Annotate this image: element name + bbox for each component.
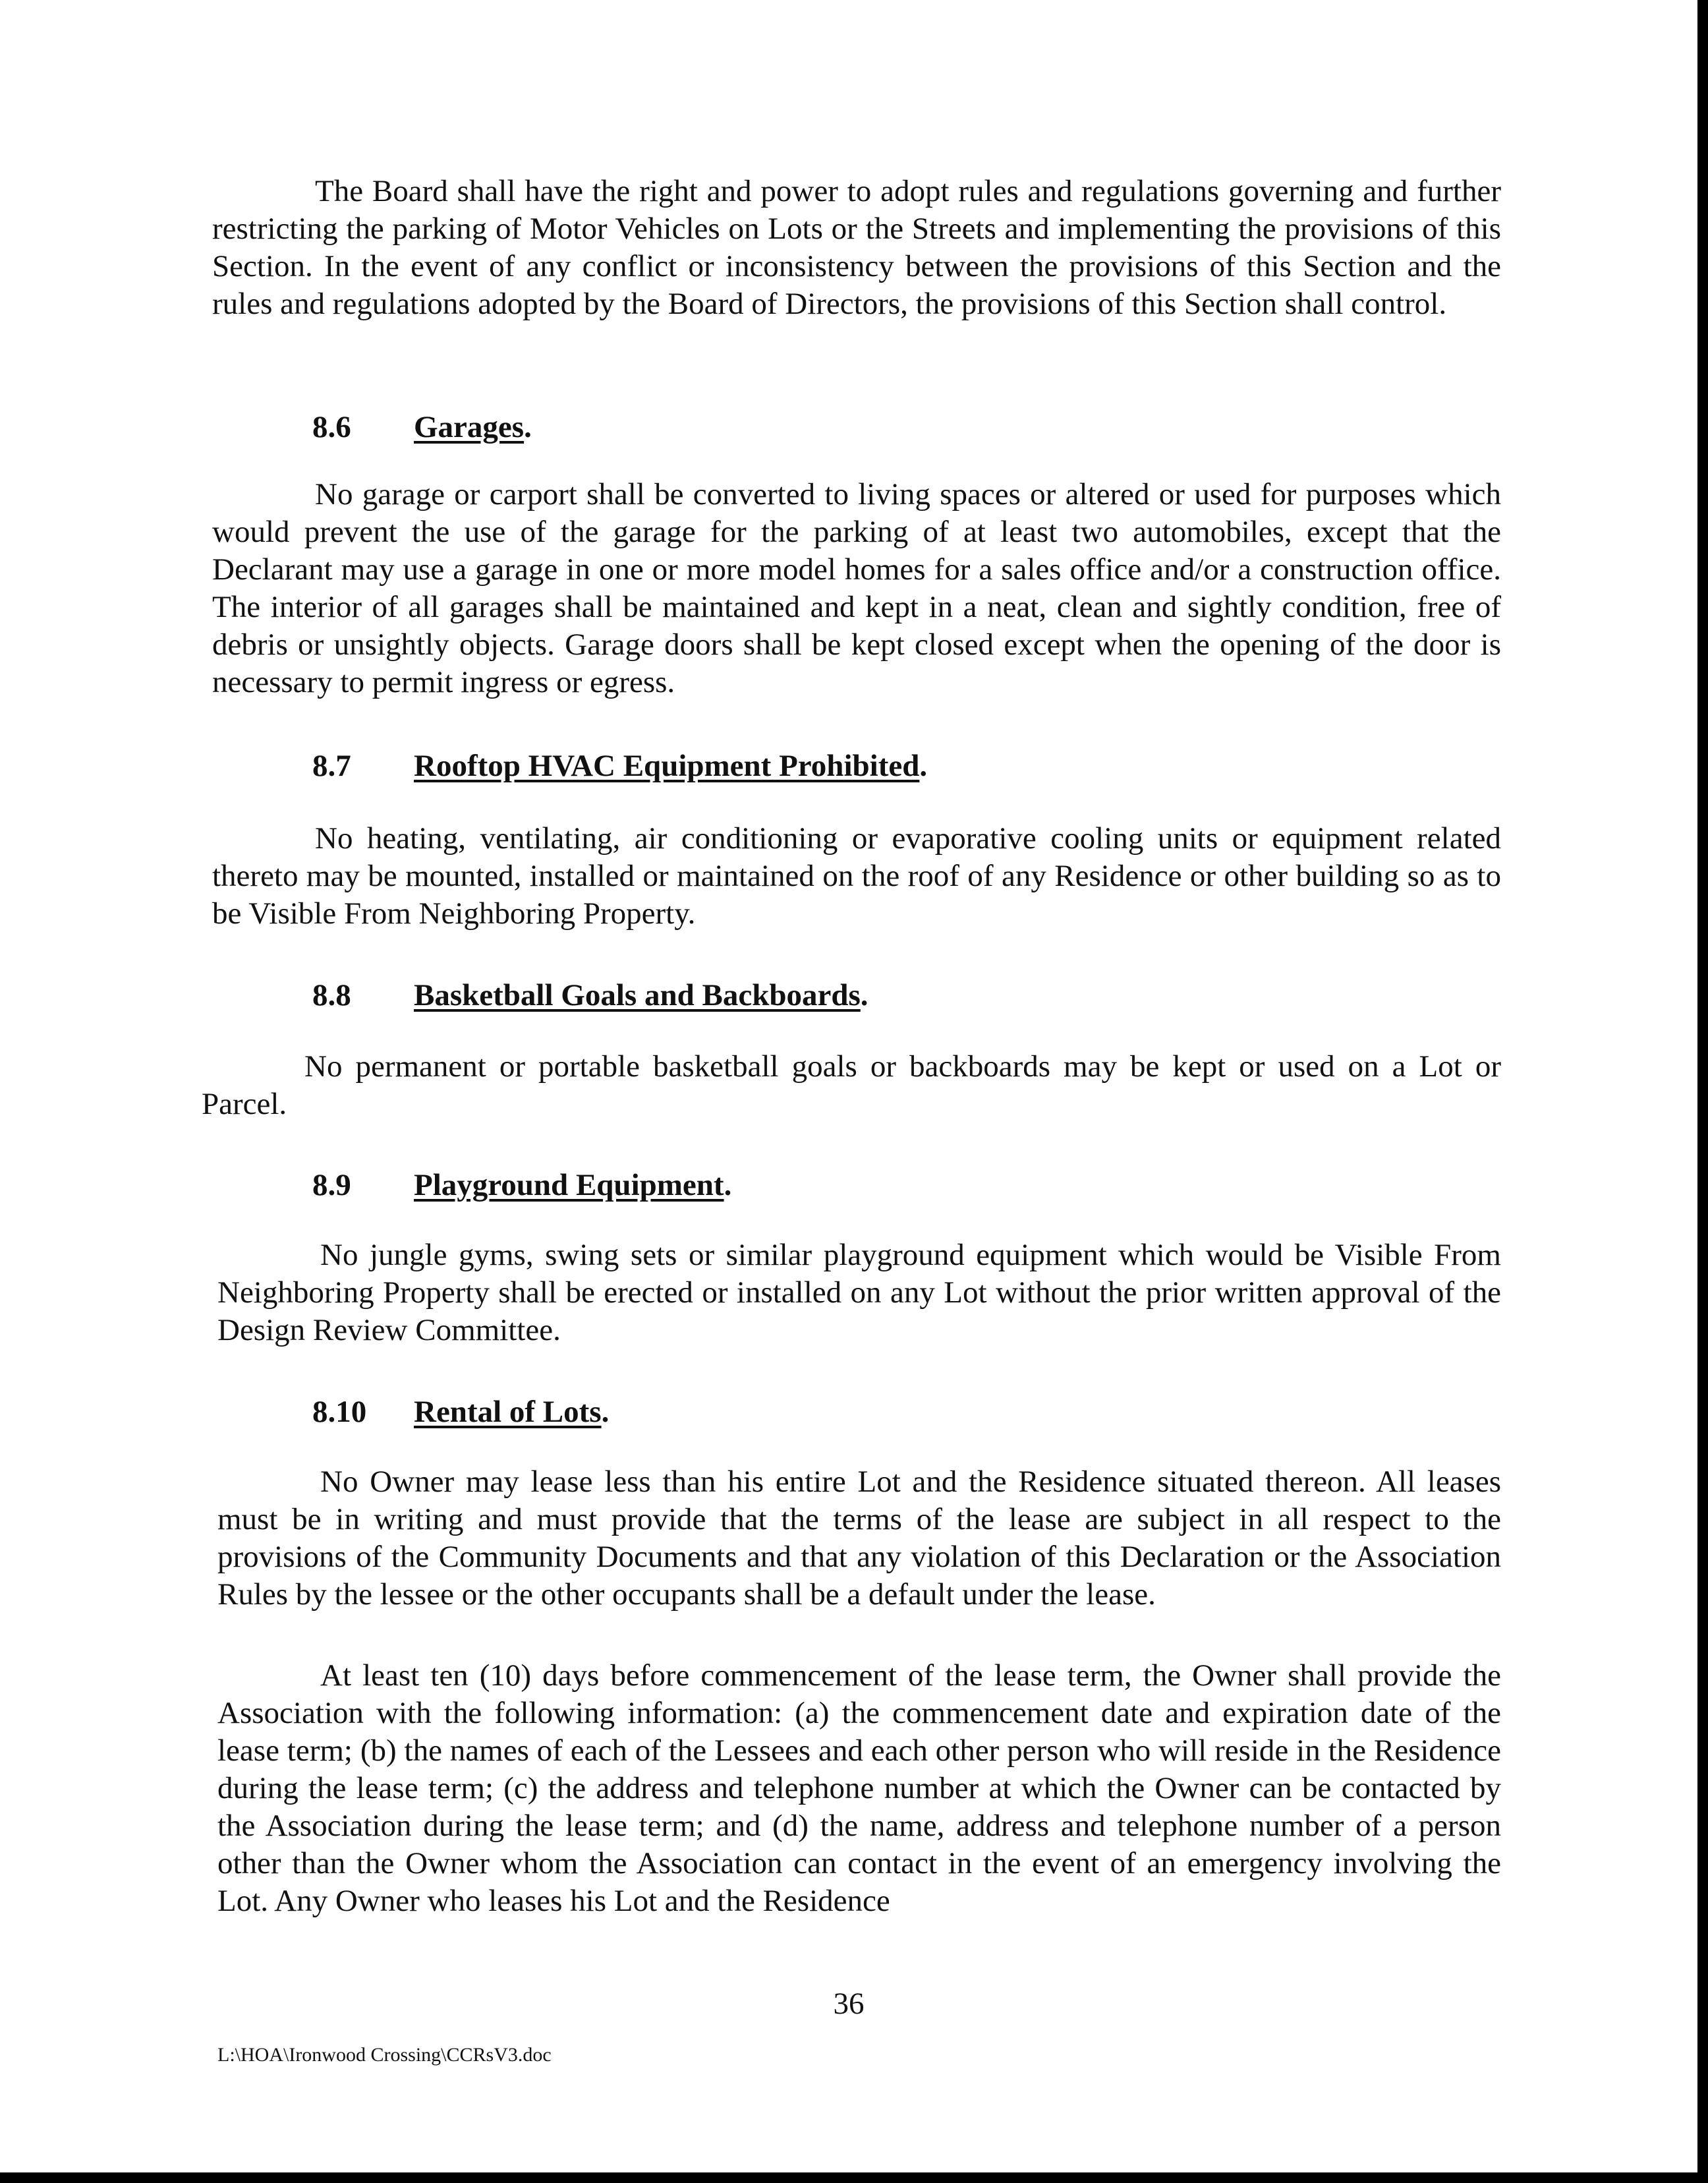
section-title: Playground Equipment (414, 1168, 724, 1202)
section-heading-8-7 (312, 747, 927, 785)
paragraph-lease-information: At least ten (10) days before commencement of the lease term, the Owner shall provide the Association with the following information: (a) the commencement date and expiration date of the lease term; (b) the names of each of the Lessees and each other person who will reside in the Residence during the lease term; (c) the address and telephone number at which the Owner can be contacted by the Association during the lease term; and (d) the name, address and telephone number of a person other than the Owner whom the Association can contact in the event of an emergency involving the Lot. Any Owner who leases his Lot and the Residence (217, 1658, 1501, 1918)
section-title-period: . (919, 749, 928, 783)
section-number: 8.9 (312, 1168, 351, 1202)
paragraph-parking-rules: The Board shall have the right and power to adopt rules and regulations governing and further restricting the parking of Motor Vehicles on Lots or the Streets and implementing the provisions of this Section. In the event of any conflict or inconsistency between the provisions of this Section and the rules and regulations adopted by the Board of Directors, the provisions of this Section shall control. (212, 174, 1501, 321)
section-title: Rooftop HVAC Equipment Prohibited (414, 749, 920, 783)
paragraph-rooftop-hvac: No heating, ventilating, air conditioning or evaporative cooling units or equipment related thereto may be mounted, installed or maintained on the roof of any Residence or other building so as to be Visible From Neighboring Property. (212, 821, 1501, 931)
page-number: 36 (833, 1987, 865, 2021)
section-title-period: . (524, 410, 532, 444)
paragraph-garages: No garage or carport shall be converted to living spaces or altered or used for purposes which would prevent the use of the garage for the parking of at least two automobiles, except that the Declarant may use a garage in one or more model homes for a sales office and/or a construction office. The interior of all garages shall be maintained and kept in a neat, clean and sightly condition, free of debris or unsightly objects. Garage doors shall be kept closed except when the opening of the door is necessary to permit ingress or egress. (212, 477, 1501, 699)
section-heading-8-9 (312, 1167, 731, 1204)
paragraph-rental-lease: No Owner may lease less than his entire Lot and the Residence situated thereon. All leases must be in writing and must provide that the terms of the lease are subject in all respect to the provisions of the Community Documents and that any violation of this Declaration or the Association Rules by the lessee or the other occupants shall be a default under the lease. (217, 1465, 1501, 1612)
section-heading-8-6 (312, 409, 532, 446)
scan-border-bottom (0, 2172, 1708, 2183)
section-heading-8-8 (312, 977, 868, 1014)
section-heading-8-10 (312, 1393, 609, 1431)
paragraph-playground: No jungle gyms, swing sets or similar playground equipment which would be Visible From Neighboring Property shall be erected or installed on any Lot without the prior written approval of the Design Review Committee. (217, 1238, 1501, 1347)
section-number: 8.8 (312, 978, 351, 1012)
scan-border-right (1697, 0, 1708, 2183)
section-number: 8.6 (312, 410, 351, 444)
paragraph-basketball: No permanent or portable basketball goals or backboards may be kept or used on a Lot or Parcel. (202, 1049, 1501, 1121)
section-number: 8.10 (312, 1395, 367, 1429)
section-title-period: . (860, 978, 868, 1012)
footer-file-path: L:\HOA\Ironwood Crossing\CCRsV3.doc (217, 2044, 552, 2066)
section-title-period: . (601, 1395, 610, 1429)
section-title-period: . (724, 1168, 732, 1202)
section-title: Basketball Goals and Backboards (414, 978, 861, 1012)
section-title: Rental of Lots (414, 1395, 602, 1429)
section-title: Garages (414, 410, 525, 444)
section-number: 8.7 (312, 749, 351, 783)
